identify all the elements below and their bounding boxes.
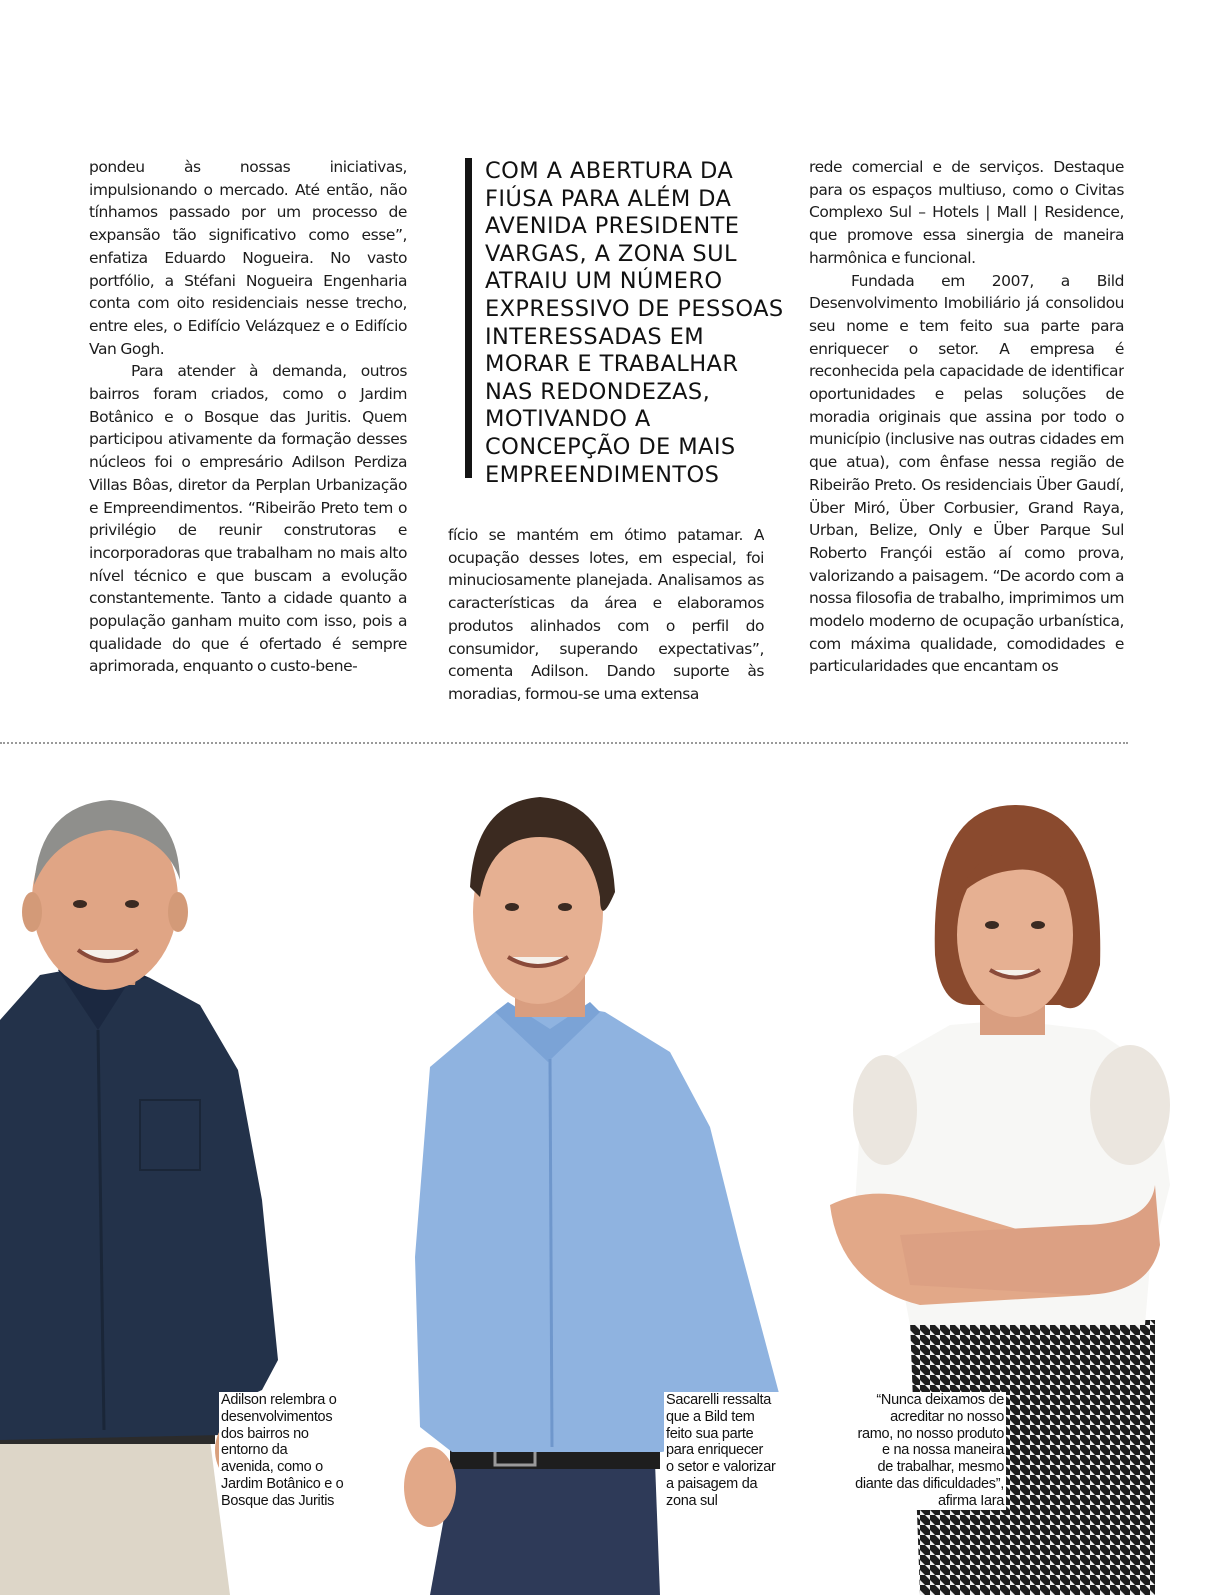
article-column-right bbox=[809, 156, 1124, 712]
article-column-middle bbox=[448, 524, 764, 714]
caption-line: dos bairros no bbox=[221, 1425, 309, 1442]
caption-line: feito sua parte bbox=[666, 1425, 754, 1442]
caption-line: entorno da bbox=[221, 1442, 288, 1459]
caption-line: “Nunca deixamos de bbox=[876, 1392, 1004, 1408]
caption-line: que a Bild tem bbox=[666, 1408, 755, 1425]
caption-line: e na nossa maneira bbox=[882, 1442, 1004, 1459]
caption-line: desenvolvimentos bbox=[221, 1408, 333, 1425]
paragraph: rede comercial e de serviços. Destaque para os espaços multiuso, como o Civitas Complexo Sul – Hotels | Mall | Residence, que promove essa sinergia de maneira harmônica e funcional. bbox=[809, 158, 1124, 267]
caption-line: Sacarelli ressalta bbox=[666, 1392, 772, 1408]
photo-caption-iara bbox=[836, 1392, 1006, 1510]
caption-line: a paisagem da bbox=[666, 1475, 758, 1492]
article-column-left bbox=[89, 156, 407, 712]
caption-line: Jardim Botânico e o bbox=[221, 1475, 344, 1492]
caption-line: ramo, no nosso produto bbox=[857, 1425, 1004, 1442]
photo-caption-sacarelli bbox=[664, 1392, 788, 1510]
paragraph: fício se mantém em ótimo patamar. A ocupação desses lotes, em especial, foi minuciosamente planejada. Analisamos as características da área e elaboramos produtos alinhados com o perfil do consumidor, superando expectativas”, comenta Adilson. Dando suporte às moradias, formou-se uma extensa bbox=[448, 526, 764, 703]
caption-line: diante das dificuldades”, bbox=[855, 1475, 1004, 1492]
photo-caption-adilson bbox=[219, 1392, 361, 1510]
caption-line: afirma Iara bbox=[938, 1492, 1004, 1509]
caption-line: Bosque das Juritis bbox=[221, 1492, 335, 1509]
pull-quote: COM A ABERTURA DA FIÚSA PARA ALÉM DA AVENIDA PRESIDENTE VARGAS, A ZONA SUL ATRAIU UM NÚMERO EXPRESSIVO DE PESSOAS INTERESSADAS EM MORAR E TRABALHAR NAS REDONDEZAS, MOTIVANDO A CONCEPÇÃO DE MAIS EMPREENDIMENTOS bbox=[465, 158, 785, 478]
caption-line: acreditar no nosso bbox=[890, 1408, 1004, 1425]
caption-line: o setor e valorizar bbox=[666, 1459, 776, 1476]
caption-line: avenida, como o bbox=[221, 1459, 323, 1476]
caption-line: para enriquecer bbox=[666, 1442, 764, 1459]
caption-line: de trabalhar, mesmo bbox=[877, 1459, 1004, 1476]
paragraph: pondeu às nossas iniciativas, impulsionando o mercado. Até então, não tínhamos passado por um processo de expansão tão significativo como esse”, enfatiza Eduardo Nogueira. No vasto portfólio, a Stéfani Nogueira Engenharia conta com oito residenciais nesse trecho, entre eles, o Edifício Velázquez e o Edifício Van Gogh. bbox=[89, 158, 407, 358]
paragraph: Fundada em 2007, a Bild Desenvolvimento Imobiliário já consolidou seu nome e tem feito sua parte para enriquecer o setor. A empresa é reconhecida pela capacidade de identificar oportunidades e pelas soluções de moradia originais que assina por todo o município (inclusive nas outras cidades em que atua), com ênfase nessa região de Ribeirão Preto. Os residenciais Über Gaudí, Über Miró, Über Corbusier, Grand Raya, Urban, Belize, Only e Über Parque Sul Roberto Françói estão aí como prova, valorizando a paisagem. “De acordo com a nossa filosofia de trabalho, imprimimos um modelo moderno de ocupação urbanística, com máxima qualidade, comodidades e particularidades que encantam os bbox=[809, 271, 1124, 676]
dotted-divider bbox=[0, 742, 1128, 744]
caption-line: zona sul bbox=[666, 1492, 718, 1509]
paragraph: Para atender à demanda, outros bairros foram criados, como o Jardim Botânico e o Bosque das Juritis. Quem participou ativamente da formação desses núcleos foi o empresário Adilson Perdiza Villas Bôas, diretor da Perplan Urbanização e Empreendimentos. “Ribeirão Preto tem o privilégio de reunir construtoras e incorporadoras que trabalham no mais alto nível técnico e que buscam a evolução constantemente. Tanto a cidade quanto a população ganham muito com isso, pois a qualidade do que é ofertado é sempre aprimorada, enquanto o custo-bene- bbox=[89, 362, 407, 676]
caption-line: Adilson relembra o bbox=[221, 1392, 337, 1408]
